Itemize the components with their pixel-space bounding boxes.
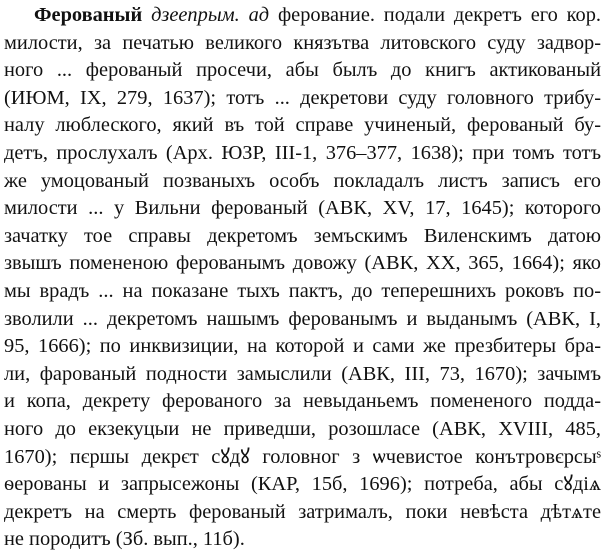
entry-line-last: не породитъ (Зб. вып., 11б). xyxy=(4,528,245,551)
entry-line: 1670); пєршы декрєт сꙋдꙋ головног з ѡчевистое конътровєрсыˢ xyxy=(4,445,601,468)
entry-headword: Ферованый xyxy=(34,4,143,26)
entry-line: милости, за печатью великого князътва литовского суду задвор- xyxy=(4,31,601,54)
entry-line: ли, фарованый подности замыслили (АВК, III, 73, 1670); зачымъ xyxy=(4,362,601,385)
entry-line: ного до екзекуцыи не приведши, розошласе (АВК, XVIII, 485, xyxy=(4,417,601,440)
entry-line: милости ... у Вильни ферованый (АВК, XV, 17, 1645); которого xyxy=(4,197,601,220)
entry-line: мы врадъ ... на показане тыхъ пактъ, до теперешнихъ роковъ по- xyxy=(4,279,601,302)
entry-line: налу люблеского, який въ той справе учиненый, ферованый бу- xyxy=(4,114,601,137)
entry-line: звышъ помененою ферованымъ довожу (АВК, XX, 365, 1664); яко xyxy=(4,252,601,275)
entry-line: ного ... ферованый просечи, абы былъ до книгъ актикованый xyxy=(4,59,601,82)
entry-part-of-speech: дзеепрым. ад xyxy=(151,4,270,26)
entry-line: ѳерованы и запрысежоны (КАР, 15б, 1696); потреба, абы сꙋдіѧ xyxy=(4,473,601,496)
entry-line: зачатку тое справы декретомъ земъскимъ Виленскимъ датою xyxy=(4,224,601,247)
entry-line: детъ, прослухалъ (Арх. ЮЗР, III-1, 376–377, 1638); при томъ тотъ xyxy=(4,141,601,164)
entry-line: (ИЮМ, IX, 279, 1637); тотъ ... декретови суду головного трибу- xyxy=(4,86,601,109)
entry-line: и копа, декрету ферованого за невыданьемъ помененого подда- xyxy=(4,390,601,413)
entry-line: 95, 1666); по инквизиции, на которой и сами же презбитеры бра- xyxy=(4,335,601,358)
entry-text: ферование. подали декретъ его кор. xyxy=(277,4,601,26)
entry-line: же умоцованый позваныхъ особъ покладалъ листъ записъ его xyxy=(4,169,601,192)
entry-line-1 xyxy=(4,2,601,30)
entry-line: зволили ... декретомъ нашымъ ферованымъ и выданымъ (АВК, І, xyxy=(4,307,601,330)
entry-line: декретъ на смерть ферованый затрималъ, поки невѣста дѣтѧте xyxy=(4,500,601,523)
